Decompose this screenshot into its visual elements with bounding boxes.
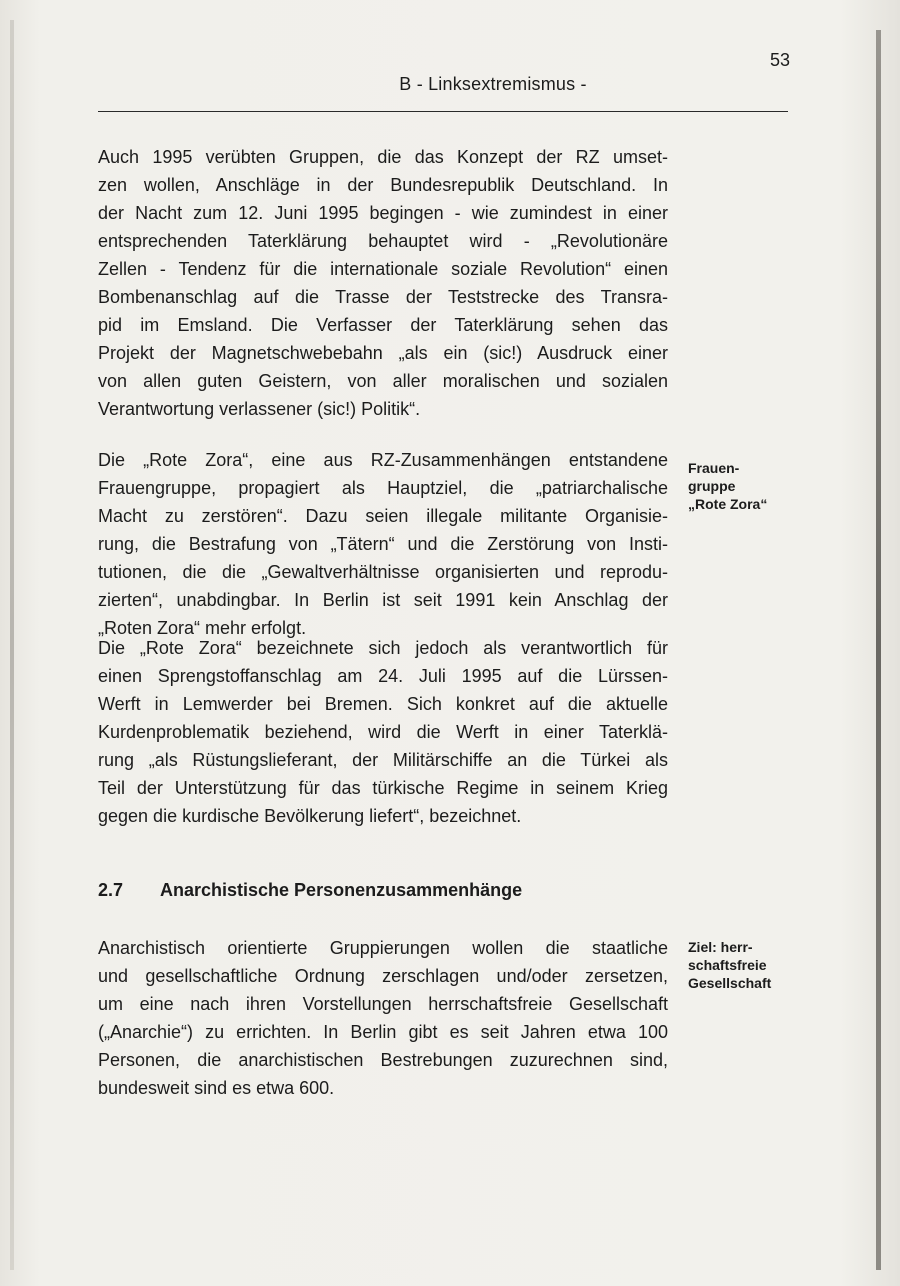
running-head: B - Linksextremismus -: [399, 74, 587, 94]
text-line: Anarchistisch orientierte Gruppierungen wollen die staatliche: [98, 938, 668, 958]
text-line: bundesweit sind es etwa 600.: [98, 1078, 335, 1098]
text-line: Zellen - Tendenz für die internationale soziale Revolution“ einen: [98, 259, 668, 279]
section-heading: [98, 880, 698, 901]
margin-note-line: Ziel: herr-: [688, 939, 753, 955]
text-line: Projekt der Magnetschwebebahn „als ein (sic!) Ausdruck einer: [98, 343, 668, 363]
margin-note-frauengruppe: [688, 459, 838, 513]
paragraph-rote-zora: [98, 446, 668, 642]
text-line: einen Sprengstoffanschlag am 24. Juli 1995 auf die Lürssen-: [98, 666, 668, 686]
text-line: Kurdenproblematik beziehend, wird die Werft in einer Taterklä-: [98, 722, 668, 742]
page-number: 53: [769, 50, 790, 70]
text-line: Verantwortung verlassener (sic!) Politik“.: [98, 399, 421, 419]
section-number: 2.7: [98, 880, 124, 900]
paragraph-anarchisten: [98, 934, 668, 1102]
text-line: tutionen, die die „Gewaltverhältnisse organisierten und reprodu-: [98, 562, 668, 582]
scan-edge-left: [10, 20, 14, 1270]
text-line: entsprechenden Taterklärung behauptet wird - „Revolutionäre: [98, 231, 668, 251]
margin-note-line: Gesellschaft: [688, 975, 772, 991]
text-line: Die „Rote Zora“ bezeichnete sich jedoch als verantwortlich für: [98, 638, 668, 658]
text-line: der Nacht zum 12. Juni 1995 begingen - wie zumindest in einer: [98, 203, 668, 223]
margin-note-line: gruppe: [688, 478, 736, 494]
paragraph-rz-anschlaege: [98, 143, 668, 423]
text-line: gegen die kurdische Bevölkerung liefert“, bezeichnet.: [98, 806, 522, 826]
text-line: Macht zu zerstören“. Dazu seien illegale militante Organisie-: [98, 506, 668, 526]
text-line: Auch 1995 verübten Gruppen, die das Konzept der RZ umset-: [98, 147, 668, 167]
text-line: Die „Rote Zora“, eine aus RZ-Zusammenhängen entstandene: [98, 450, 668, 470]
text-line: Frauengruppe, propagiert als Hauptziel, die „patriarchalische: [98, 478, 668, 498]
text-line: zen wollen, Anschläge in der Bundesrepublik Deutschland. In: [98, 175, 668, 195]
text-line: Personen, die anarchistischen Bestrebungen zuzurechnen sind,: [98, 1050, 668, 1070]
text-line: um eine nach ihren Vorstellungen herrschaftsfreie Gesellschaft: [98, 994, 668, 1014]
text-line: pid im Emsland. Die Verfasser der Taterklärung sehen das: [98, 315, 668, 335]
margin-note-line: schaftsfreie: [688, 957, 767, 973]
text-line: Bombenanschlag auf die Trasse der Teststrecke des Transra-: [98, 287, 668, 307]
paragraph-luerssen-werft: [98, 634, 668, 830]
text-line: von allen guten Geistern, von aller moralischen und sozialen: [98, 371, 668, 391]
text-line: Werft in Lemwerder bei Bremen. Sich konkret auf die aktuelle: [98, 694, 668, 714]
scan-edge-right: [876, 30, 881, 1270]
section-title: Anarchistische Personenzusammenhänge: [160, 880, 523, 900]
text-line: rung „als Rüstungslieferant, der Militärschiffe an die Türkei als: [98, 750, 668, 770]
text-line: Teil der Unterstützung für das türkische Regime in seinem Krieg: [98, 778, 668, 798]
text-line: und gesellschaftliche Ordnung zerschlagen und/oder zersetzen,: [98, 966, 668, 986]
margin-note-line: „Rote Zora“: [688, 496, 768, 512]
text-line: „Roten Zora“ mehr erfolgt.: [98, 618, 307, 638]
text-line: („Anarchie“) zu errichten. In Berlin gibt es seit Jahren etwa 100: [98, 1022, 668, 1042]
header-rule: [98, 111, 788, 112]
margin-note-ziel: [688, 938, 838, 992]
text-line: rung, die Bestrafung von „Tätern“ und die Zerstörung von Insti-: [98, 534, 668, 554]
text-line: zierten“, unabdingbar. In Berlin ist seit 1991 kein Anschlag der: [98, 590, 668, 610]
margin-note-line: Frauen-: [688, 460, 740, 476]
